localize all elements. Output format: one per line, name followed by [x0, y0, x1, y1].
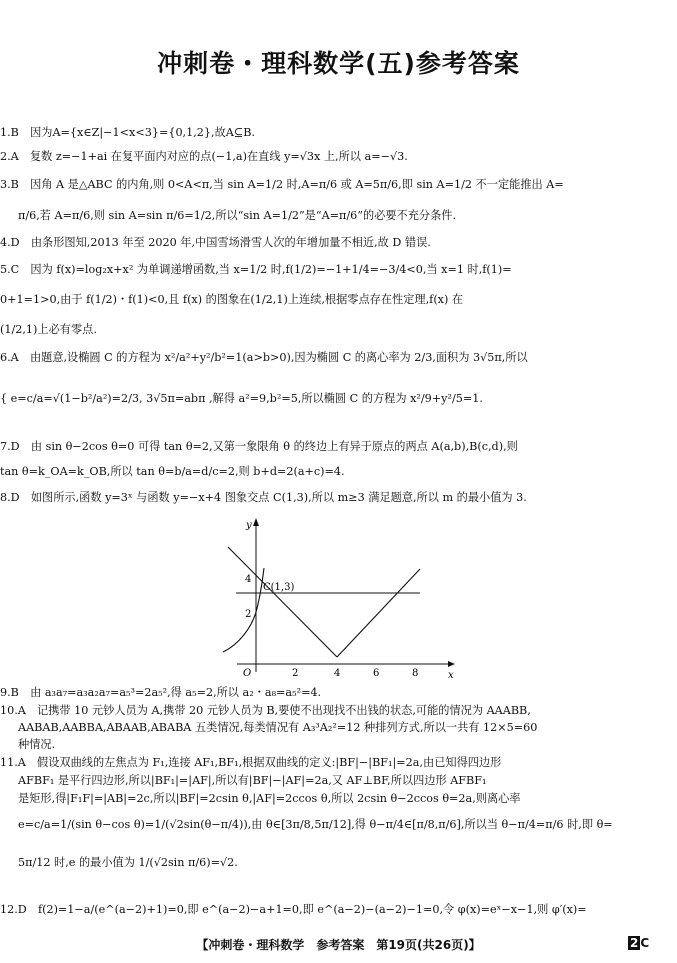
- answer-line: 种情况.: [18, 738, 56, 751]
- answer-line: 9.B 由 a₃a₇=a₃a₂a₇=a₅³=2a₅²,得 a₅=2,所以 a₂・a₈=a₅²=4.: [0, 686, 322, 699]
- answer-line: 1.B 因为A={x∈Z|−1<x<3}={0,1,2},故A⊆B.: [0, 126, 255, 139]
- answer-line: AFBF₁ 是平行四边形,所以|BF₁|=|AF|,所以有|BF|−|AF|=2a,又 AF⊥BF,所以四边形 AFBF₁: [18, 774, 487, 787]
- origin-label: O: [243, 668, 252, 679]
- x-tick-label: 4: [334, 668, 341, 679]
- answer-line: 12.D f(2)=1−a/(e^(a−2)+1)=0,即 e^(a−2)−a+1=0,即 e^(a−2)−(a−2)−1=0,令 φ(x)=eˣ−x−1,则 φ′(x)=: [0, 903, 587, 916]
- answer-line: 10.A 记携带 10 元钞人员为 A,携带 20 元钞人员为 B,要使不出现找不出钱的状态,可能的情况为 AAABB,: [0, 704, 531, 717]
- answer-line: 11.A 假设双曲线的左焦点为 F₁,连接 AF₁,BF₁,根据双曲线的定义:|BF|−|BF₁|=2a,由已知得四边形: [0, 756, 502, 769]
- answer-line: 2.A 复数 z=−1+ai 在复平面内对应的点(−1,a)在直线 y=√3x 上,所以 a=−√3.: [0, 150, 408, 163]
- answer-line: tan θ=k_OA=k_OB,所以 tan θ=b/a=d/c=2,则 b+d=2(a+c)=4.: [0, 465, 345, 478]
- exponential-curve: [223, 568, 264, 652]
- x-tick-label: 2: [292, 668, 299, 679]
- answer-line: e=c/a=1/(sin θ−cos θ)=1/(√2sin(θ−π/4)),由 θ∈[3π/8,5π/12],得 θ−π/4∈[π/8,π/6],所以当 θ−π/4=π/6 时,即 θ=: [18, 818, 613, 831]
- answer-line: π/6,若 A=π/6,则 sin A=sin π/6=1/2,所以“sin A=1/2”是“A=π/6”的必要不充分条件.: [18, 209, 457, 222]
- answer-line: 是矩形,得|F₁F|=|AB|=2c,所以|BF|=2csin θ,|AF|=2ccos θ,所以 2csin θ−2ccos θ=2a,则离心率: [18, 792, 521, 805]
- page-footer: 【冲刺卷・理科数学 参考答案 第19页(共26页)】: [196, 938, 481, 952]
- line-right-branch: [337, 569, 420, 657]
- x-axis-arrow: [448, 661, 455, 667]
- answer-line: 6.A 由题意,设椭圆 C 的方程为 x²/a²+y²/b²=1(a>b>0),因为椭圆 C 的离心率为 2/3,面积为 3√5π,所以: [0, 351, 528, 364]
- line-neg-x-plus-4: [228, 547, 337, 657]
- y-axis-label: y: [246, 520, 252, 531]
- x-axis-label: x: [448, 670, 454, 681]
- answer-line: 7.D 由 sin θ−2cos θ=0 可得 tan θ=2,又第一象限角 θ 的终边上有异于原点的两点 A(a,b),B(c,d),则: [0, 440, 518, 453]
- y-tick-label: 4: [245, 574, 252, 585]
- answer-line: 3.B 因角 A 是△ABC 的内角,则 0<A<π,当 sin A=1/2 时,A=π/6 或 A=5π/6,即 sin A=1/2 不一定能推出 A=: [0, 178, 564, 191]
- answer-line: { e=c/a=√(1−b²/a²)=2/3, 3√5π=abπ ,解得 a²=9,b²=5,所以椭圆 C 的方程为 x²/9+y²/5=1.: [0, 392, 483, 405]
- x-tick-label: 8: [412, 668, 419, 679]
- y-tick-label: 2: [245, 609, 252, 620]
- page-title: 冲刺卷・理科数学(五)参考答案: [157, 49, 520, 78]
- intersection-point-label: C(1,3): [263, 582, 295, 593]
- publisher-logo: [628, 936, 649, 950]
- answer-line: 4.D 由条形图知,2013 年至 2020 年,中国雪场滑雪人次的年增加量不相近,故 D 错误.: [0, 236, 431, 249]
- answer-line: AABAB,AABBA,ABAAB,ABABA 五类情况,每类情况有 A₃³A₂²=12 种排列方式,所以一共有 12×5=60: [18, 721, 538, 734]
- logo-letter: C: [640, 936, 650, 950]
- x-tick-label: 6: [373, 668, 380, 679]
- answer-line: 0+1=1>0,由于 f(1/2)・f(1)<0,且 f(x) 的图象在(1/2,1)上连续,根据零点存在性定理,f(x) 在: [0, 293, 464, 306]
- answer-line: 8.D 如图所示,函数 y=3ˣ 与函数 y=−x+4 图象交点 C(1,3),所以 m≥3 满足题意,所以 m 的最小值为 3.: [0, 491, 527, 504]
- answer-line: 5.C 因为 f(x)=log₂x+x² 为单调递增函数,当 x=1/2 时,f(1/2)=−1+1/4=−3/4<0,当 x=1 时,f(1)=: [0, 263, 512, 276]
- logo-badge: 2: [630, 936, 639, 950]
- y-axis-arrow: [253, 518, 259, 526]
- answer-line: (1/2,1)上必有零点.: [0, 323, 97, 336]
- answer-line: 5π/12 时,e 的最小值为 1/(√2sin π/6)=√2.: [18, 856, 238, 869]
